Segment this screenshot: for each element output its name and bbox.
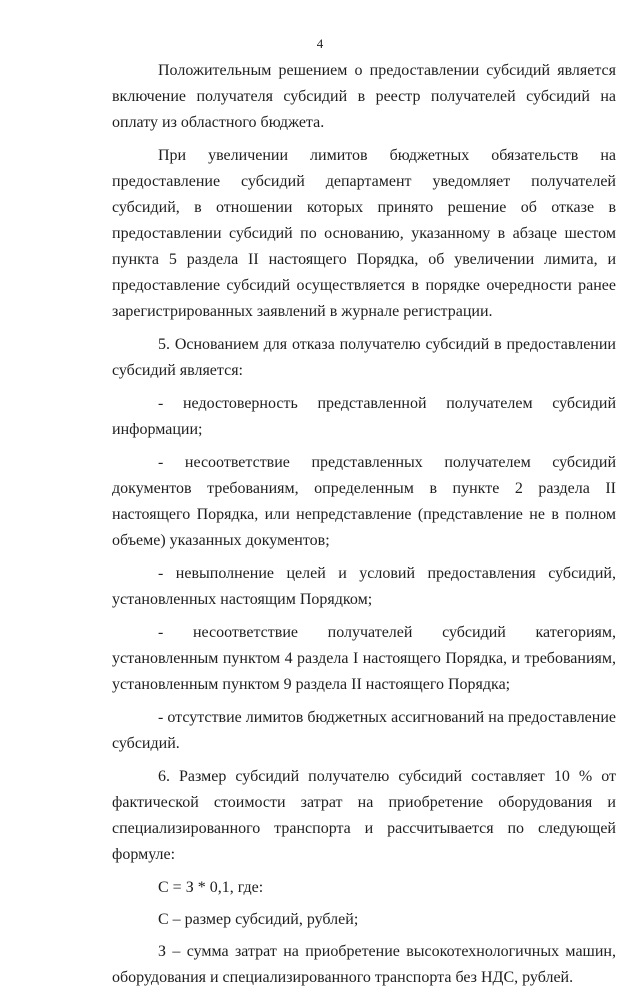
- formula: С = З * 0,1, где:: [158, 879, 264, 896]
- formula-variable-c: С – размер субсидий, рублей;: [158, 911, 359, 928]
- list-item-category-mismatch: - несоответствие получателей субсидий категориям, установленным пунктом 4 раздела I настоящего Порядка, и требованиям, установленным пунктом 9 раздела II настоящего Порядка;: [112, 624, 616, 693]
- list-item-goals-not-met: - невыполнение целей и условий предоставления субсидий, установленных настоящим Порядком;: [112, 565, 616, 608]
- document-body: [112, 58, 616, 998]
- list-item-unreliable-info: - недостоверность представленной получателем субсидий информации;: [112, 395, 616, 438]
- list-item-documents-mismatch: - несоответствие представленных получателем субсидий документов требованиям, определенным в пункте 2 раздела II настоящего Порядка, или непредставление (представление не в полном объеме) указанных документов;: [112, 454, 616, 549]
- list-item-no-limits: - отсутствие лимитов бюджетных ассигнований на предоставление субсидий.: [112, 709, 616, 752]
- paragraph-subsidy-size: 6. Размер субсидий получателю субсидий составляет 10 % от фактической стоимости затрат на приобретение оборудования и специализированного транспорта и рассчитывается по следующей формуле:: [112, 768, 616, 863]
- formula-variable-z: З – сумма затрат на приобретение высокотехнологичных машин, оборудования и специализированного транспорта без НДС, рублей.: [112, 943, 616, 986]
- paragraph-positive-decision: Положительным решением о предоставлении субсидий является включение получателя субсидий в реестр получателей субсидий на оплату из областного бюджета.: [112, 62, 616, 131]
- page-number: 4: [316, 36, 324, 51]
- paragraph-refusal-grounds: 5. Основанием для отказа получателю субсидий в предоставлении субсидий является:: [112, 336, 616, 379]
- paragraph-limit-increase: При увеличении лимитов бюджетных обязательств на предоставление субсидий департамент уведомляет получателей субсидий, в отношении которых принято решение об отказе в предоставлении субсидий по основанию, указанному в абзаце шестом пункта 5 раздела II настоящего Порядка, об увеличении лимита, и предоставление субсидий осуществляется в порядке очередности ранее зарегистрированных заявлений в журнале регистрации.: [112, 147, 616, 320]
